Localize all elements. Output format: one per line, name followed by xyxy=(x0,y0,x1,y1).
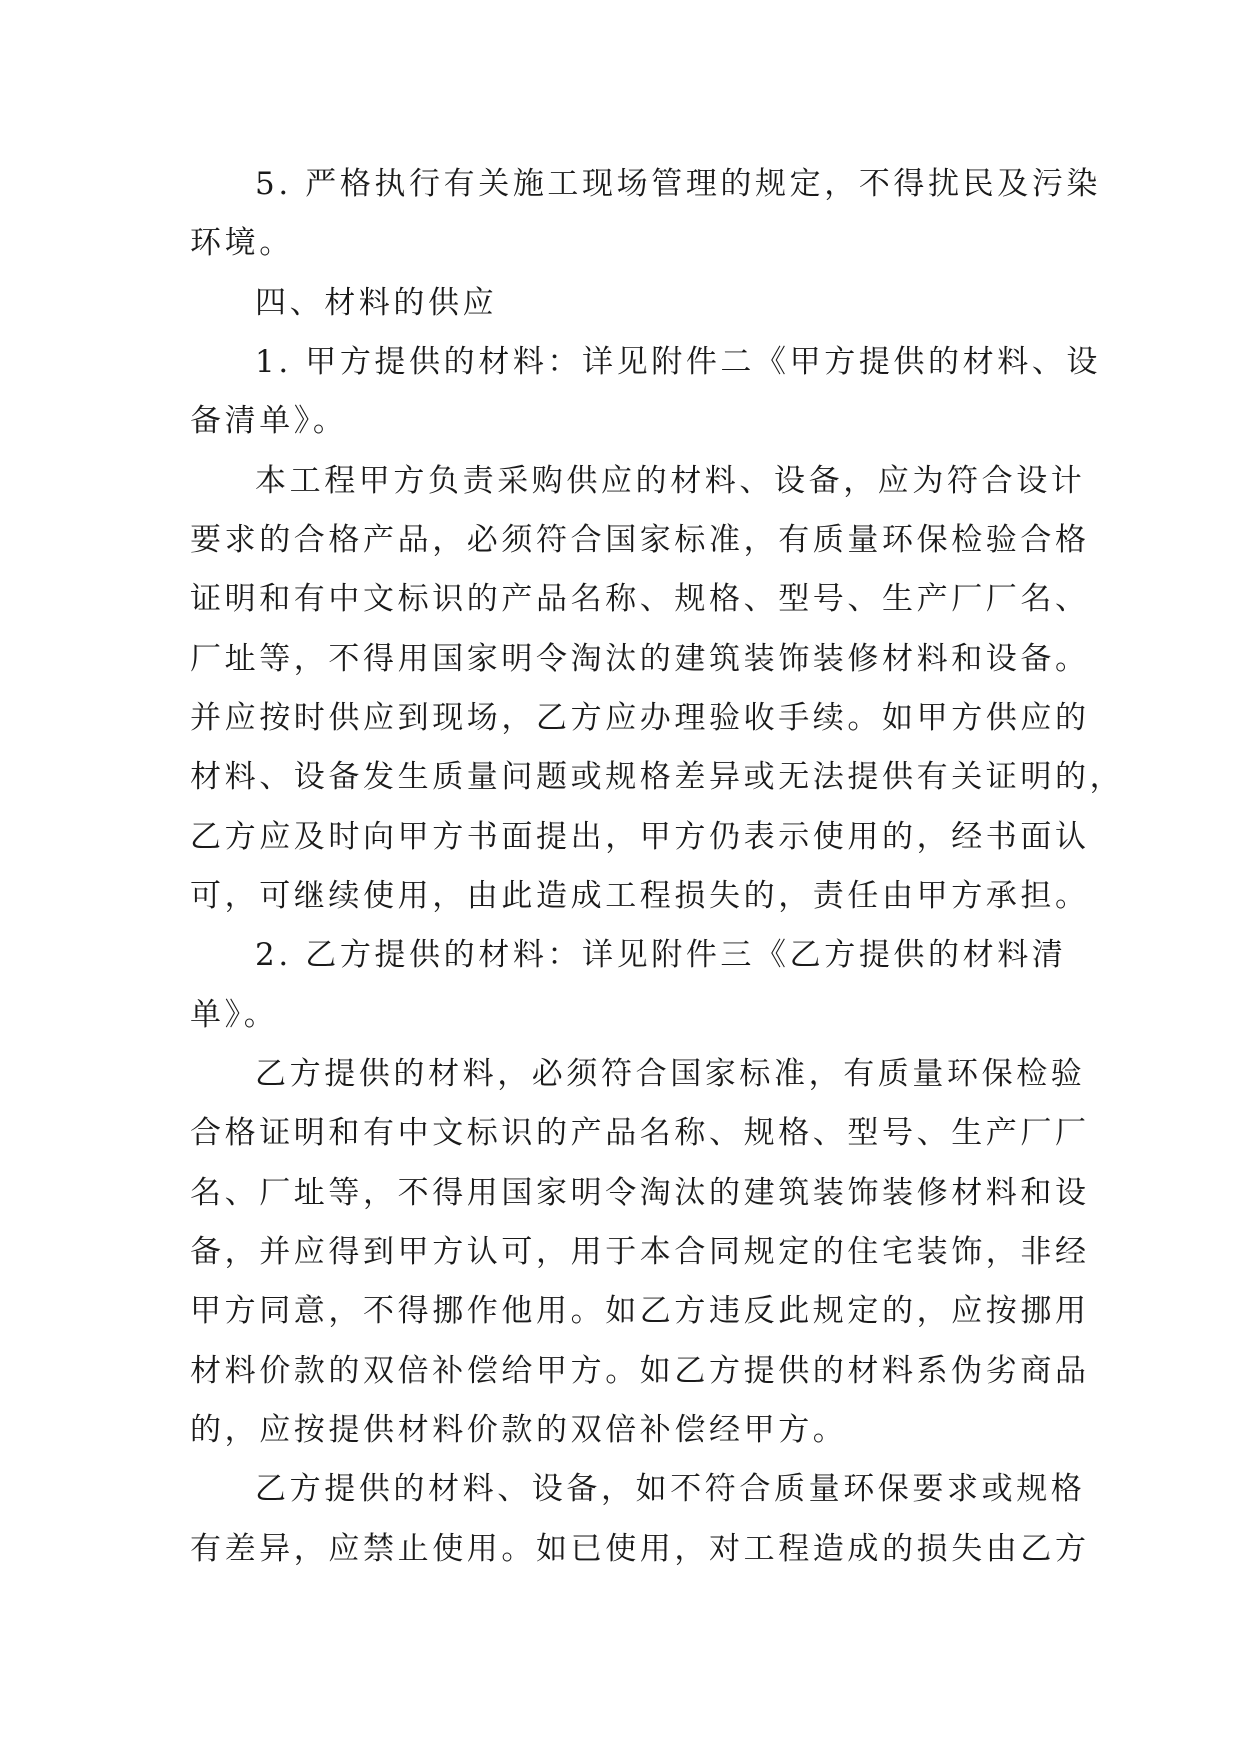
text-line: 1. 甲方提供的材料：详见附件二《甲方提供的材料、设 xyxy=(255,344,1102,380)
text-line: 乙方应及时向甲方书面提出，甲方仍表示使用的，经书面认 xyxy=(190,819,1090,855)
text-line: 甲方同意，不得挪作他用。如乙方违反此规定的，应按挪用 xyxy=(190,1293,1090,1329)
text-line: 材料、设备发生质量问题或规格差异或无法提供有关证明的， xyxy=(190,759,1125,795)
text-line: 乙方提供的材料、设备，如不符合质量环保要求或规格 xyxy=(255,1471,1086,1507)
text-line: 2. 乙方提供的材料：详见附件三《乙方提供的材料清 xyxy=(255,937,1067,973)
text-line: 厂址等，不得用国家明令淘汰的建筑装饰装修材料和设备。 xyxy=(190,641,1090,677)
section-heading: 四、材料的供应 xyxy=(255,285,498,321)
text-line: 备，并应得到甲方认可，用于本合同规定的住宅装饰，非经 xyxy=(190,1234,1090,1270)
text-line: 要求的合格产品，必须符合国家标准，有质量环保检验合格 xyxy=(190,522,1090,558)
text-line: 备清单》。 xyxy=(190,403,348,439)
text-line: 的，应按提供材料价款的双倍补偿经甲方。 xyxy=(190,1412,848,1448)
text-line: 可，可继续使用，由此造成工程损失的，责任由甲方承担。 xyxy=(190,878,1090,914)
text-line: 环境。 xyxy=(190,225,294,261)
text-line: 名、厂址等，不得用国家明令淘汰的建筑装饰装修材料和设 xyxy=(190,1175,1090,1211)
text-line: 本工程甲方负责采购供应的材料、设备，应为符合设计 xyxy=(255,463,1086,499)
text-line: 并应按时供应到现场，乙方应办理验收手续。如甲方供应的 xyxy=(190,700,1090,736)
text-line: 材料价款的双倍补偿给甲方。如乙方提供的材料系伪劣商品 xyxy=(190,1353,1090,1389)
text-line: 合格证明和有中文标识的产品名称、规格、型号、生产厂厂 xyxy=(190,1115,1090,1151)
text-line: 乙方提供的材料，必须符合国家标准，有质量环保检验 xyxy=(255,1056,1086,1092)
text-line: 有差异，应禁止使用。如已使用，对工程造成的损失由乙方 xyxy=(190,1531,1090,1567)
text-line: 单》。 xyxy=(190,997,279,1033)
text-line: 5. 严格执行有关施工现场管理的规定，不得扰民及污染 xyxy=(255,166,1102,202)
text-line: 证明和有中文标识的产品名称、规格、型号、生产厂厂名、 xyxy=(190,581,1090,617)
